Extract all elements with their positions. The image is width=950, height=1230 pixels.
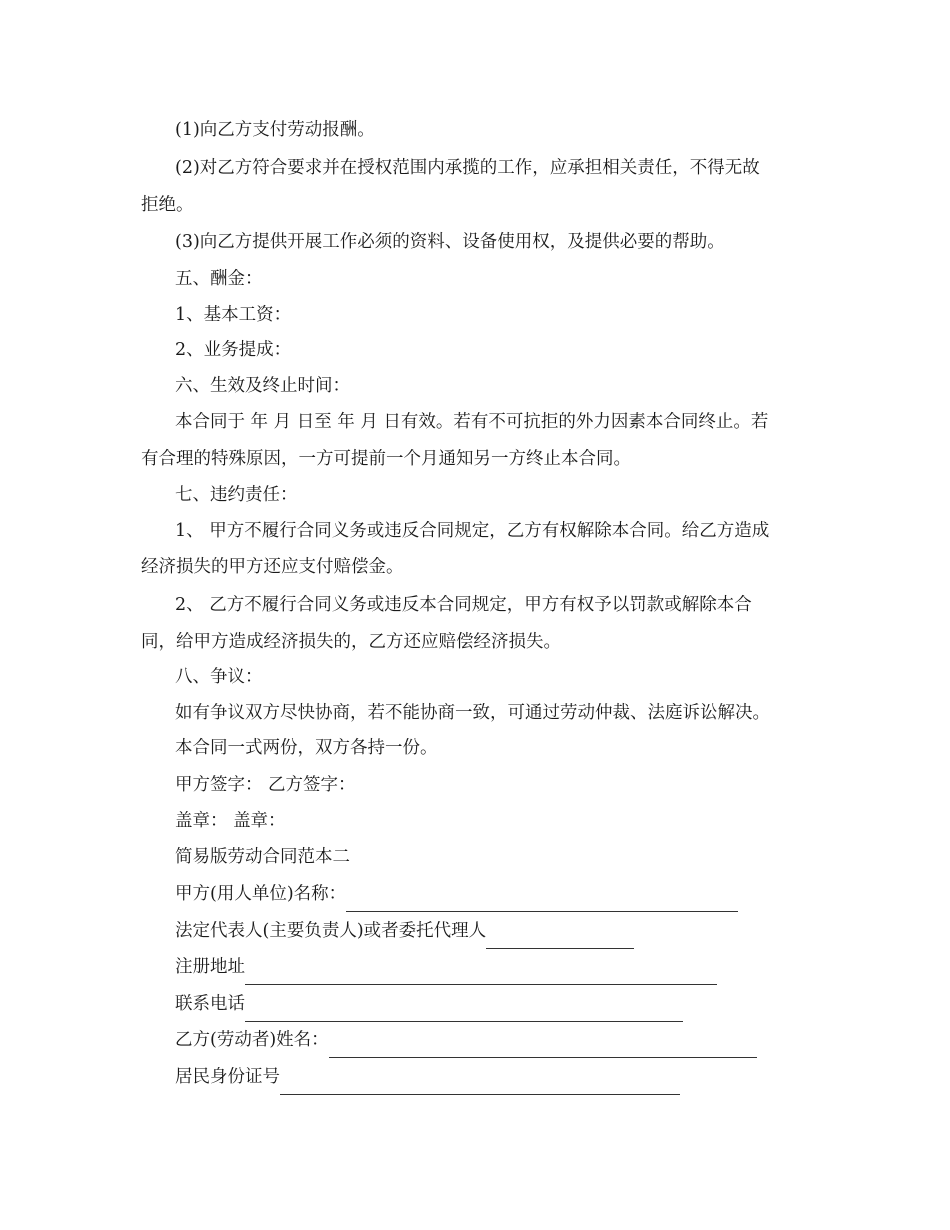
form-field [175,1060,847,1095]
blank-underline [329,1035,757,1058]
clause-line: 本合同于 年 月 日至 年 月 日有效。若有不可抗拒的外力因素本合同终止。若 [175,412,769,432]
clause-line: (1)向乙方支付劳动报酬。 [175,120,375,140]
field-label: 居民身份证号 [175,1067,280,1087]
clause-line: 1、基本工资： [175,305,292,325]
blank-underline [346,889,738,912]
form-field [175,914,847,949]
section-heading: 七、违约责任： [175,485,298,505]
form-field [175,987,847,1022]
form-field [175,950,847,985]
form-field [175,1023,847,1058]
clause-line: 有合理的特殊原因，一方可提前一个月通知另一方终止本合同。 [141,449,631,469]
clause-line: 拒绝。 [141,195,194,215]
section-title: 简易版劳动合同范本二 [175,847,350,867]
field-label: 甲方(用人单位)名称： [175,884,347,904]
section-heading: 六、生效及终止时间： [175,376,350,396]
clause-line: 2、业务提成： [175,340,292,360]
clause-line: 1、 甲方不履行合同义务或违反合同规定，乙方有权解除本合同。给乙方造成 [175,521,770,541]
form-field [175,877,847,912]
blank-underline [245,962,717,985]
seal-line: 盖章： 盖章： [175,811,286,831]
blank-underline [245,999,683,1022]
blank-underline [486,926,634,949]
clause-line: 2、 乙方不履行合同义务或违反本合同规定，甲方有权予以罚款或解除本合 [175,595,752,615]
field-label: 法定代表人(主要负责人)或者委托代理人 [175,921,487,941]
clause-line: (2)对乙方符合要求并在授权范围内承揽的工作，应承担相关责任，不得无故 [175,158,760,178]
section-heading: 五、酬金： [175,269,263,289]
clause-line: 经济损失的甲方还应支付赔偿金。 [141,557,404,577]
field-label: 联系电话 [175,994,245,1014]
clause-line: 同，给甲方造成经济损失的，乙方还应赔偿经济损失。 [141,632,561,652]
clause-line: 本合同一式两份，双方各持一份。 [175,738,438,758]
clause-line: 如有争议双方尽快协商，若不能协商一致，可通过劳动仲裁、法庭诉讼解决。 [175,703,770,723]
blank-underline [280,1072,680,1095]
signature-line: 甲方签字： 乙方签字： [175,775,356,795]
clause-line: (3)向乙方提供开展工作必须的资料、设备使用权，及提供必要的帮助。 [175,232,725,252]
section-heading: 八、争议： [175,667,263,687]
field-label: 乙方(劳动者)姓名： [175,1030,329,1050]
field-label: 注册地址 [175,957,245,977]
